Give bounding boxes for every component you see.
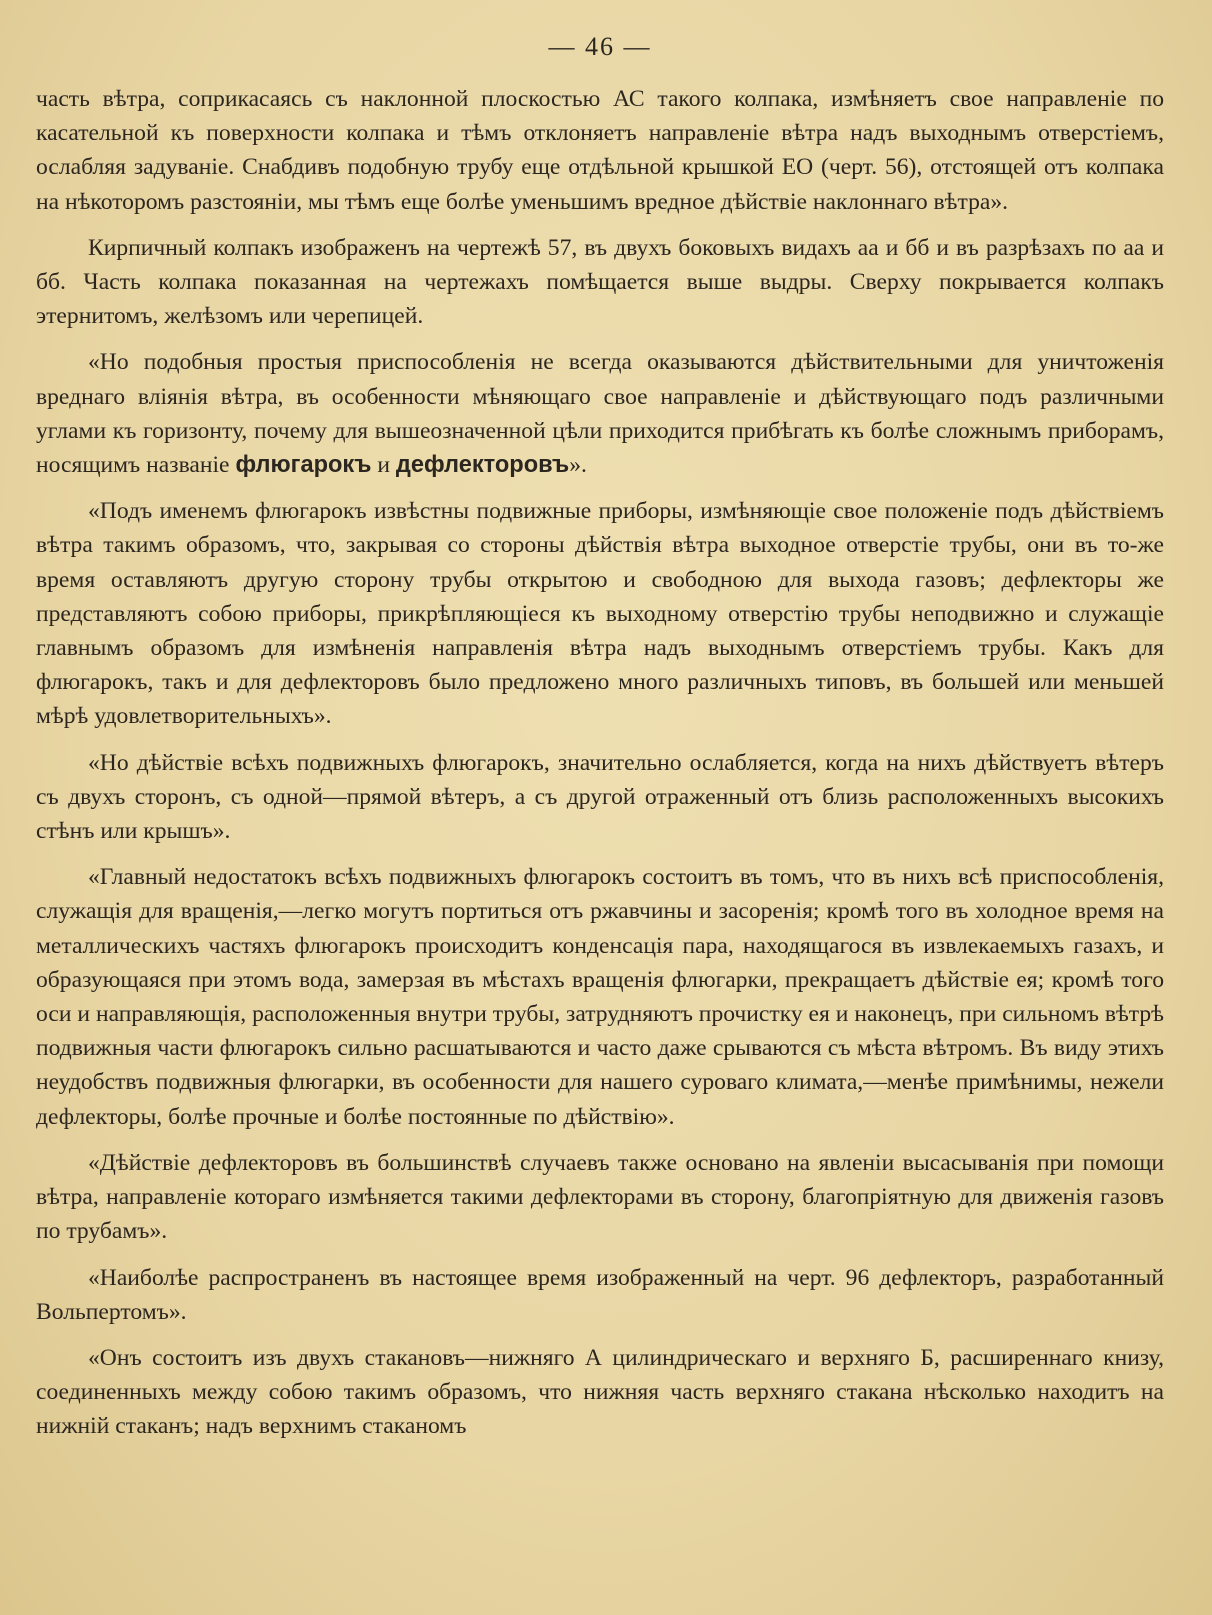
- term-deflektorov: дефлекторовъ: [395, 452, 570, 479]
- paragraph-2: Кирпичный колпакъ изображенъ на чертежѣ 57, въ двухъ боковыхъ видахъ аа и бб и въ разрѣзахъ по аа и бб. Часть колпака показанная на чертежахъ помѣщается выше выдры. Сверху покрывается колпакъ этернитомъ, желѣзомъ или черепицей.: [36, 234, 1164, 330]
- page-number: — 46 —: [548, 32, 652, 61]
- paragraph-9: «Онъ состоитъ изъ двухъ стакановъ—нижняго А цилиндрическаго и верхняго Б, расширеннаго книзу, соединенныхъ между собою такимъ образомъ, что нижняя часть верхняго стакана нѣсколько находитъ на нижній стаканъ; надъ верхнимъ стаканомъ: [36, 1344, 1164, 1440]
- term-flyugarok: флюгарокъ: [235, 452, 372, 479]
- paragraph-3-text-after: ».: [569, 452, 587, 479]
- paragraph-3-text-before: «Но подобныя простыя приспособленія не всегда оказываются дѣйствительными для уничтоженія вреднаго вліянія вѣтра, въ особенности мѣняющаго свое направленіе и дѣйствующаго подъ различными углами къ горизонту, почему для вышеозначенной цѣли приходится прибѣгать къ болѣе сложнымъ приборамъ, носящимъ названіе: [36, 349, 1164, 479]
- paragraph-8: «Наиболѣе распространенъ въ настоящее время изображенный на черт. 96 дефлекторъ, разработанный Вольпертомъ».: [36, 1264, 1164, 1325]
- paragraph-3-text-mid: и: [371, 452, 396, 479]
- paragraph-4: «Подъ именемъ флюгарокъ извѣстны подвижные приборы, измѣняющіе свое положеніе подъ дѣйствіемъ вѣтра такимъ образомъ, что, закрывая со стороны дѣйствія вѣтра выходное отверстіе трубы, они въ то-же время оставляютъ другую сторону трубы открытою и свободною для выхода газовъ; дефлекторы же представляютъ собою приборы, прикрѣпляющіеся къ выходному отверстію трубы неподвижно и служащіе главнымъ образомъ для измѣненія направленія вѣтра надъ выходнымъ отверстіемъ трубы. Какъ для флюгарокъ, такъ и для дефлекторовъ было предложено много различныхъ типовъ, въ большей или меньшей мѣрѣ удовлетворительныхъ».: [36, 498, 1164, 730]
- paragraph-1: часть вѣтра, соприкасаясь съ наклонной плоскостью АС такого колпака, измѣняетъ свое направленіе по касательной къ поверхности колпака и тѣмъ отклоняетъ направленіе вѣтра надъ выходнымъ отверстіемъ, ослабляя задуваніе. Снабдивъ подобную трубу еще отдѣльной крышкой ЕО (черт. 56), отстоящей отъ колпака на нѣкоторомъ разстояніи, мы тѣмъ еще болѣе уменьшимъ вредное дѣйствіе наклоннаго вѣтра».: [36, 86, 1164, 215]
- paragraph-5: «Но дѣйствіе всѣхъ подвижныхъ флюгарокъ, значительно ослабляется, когда на нихъ дѣйствуетъ вѣтеръ съ двухъ сторонъ, съ одной—прямой вѣтеръ, а съ другой отраженный отъ близь расположенныхъ высокихъ стѣнъ или крышъ».: [36, 749, 1164, 845]
- paragraph-7: «Дѣйствіе дефлекторовъ въ большинствѣ случаевъ также основано на явленіи высасыванія при помощи вѣтра, направленіе котораго измѣняется такими дефлекторами въ сторону, благопріятную для движенія газовъ по трубамъ».: [36, 1149, 1164, 1245]
- paragraph-3: [36, 345, 1164, 482]
- paragraph-6: «Главный недостатокъ всѣхъ подвижныхъ флюгарокъ состоитъ въ томъ, что въ нихъ всѣ приспособленія, служащія для вращенія,—легко могутъ портиться отъ ржавчины и засоренія; кромѣ того въ холодное время на металлическихъ частяхъ флюгарокъ происходитъ конденсація пара, находящагося въ извлекаемыхъ газахъ, и образующаяся при этомъ вода, замерзая въ мѣстахъ вращенія флюгарки, прекращаетъ дѣйствіе ея; кромѣ того оси и направляющія, расположенныя внутри трубы, затрудняютъ прочистку ея и наконецъ, при сильномъ вѣтрѣ подвижныя части флюгарокъ сильно расшатываются и часто даже срываются съ мѣста вѣтромъ. Въ виду этихъ неудобствъ подвижныя флюгарки, въ особенности для нашего суроваго климата,—менѣе примѣнимы, нежели дефлекторы, болѣе прочные и болѣе постоянные по дѣйствію».: [36, 864, 1164, 1130]
